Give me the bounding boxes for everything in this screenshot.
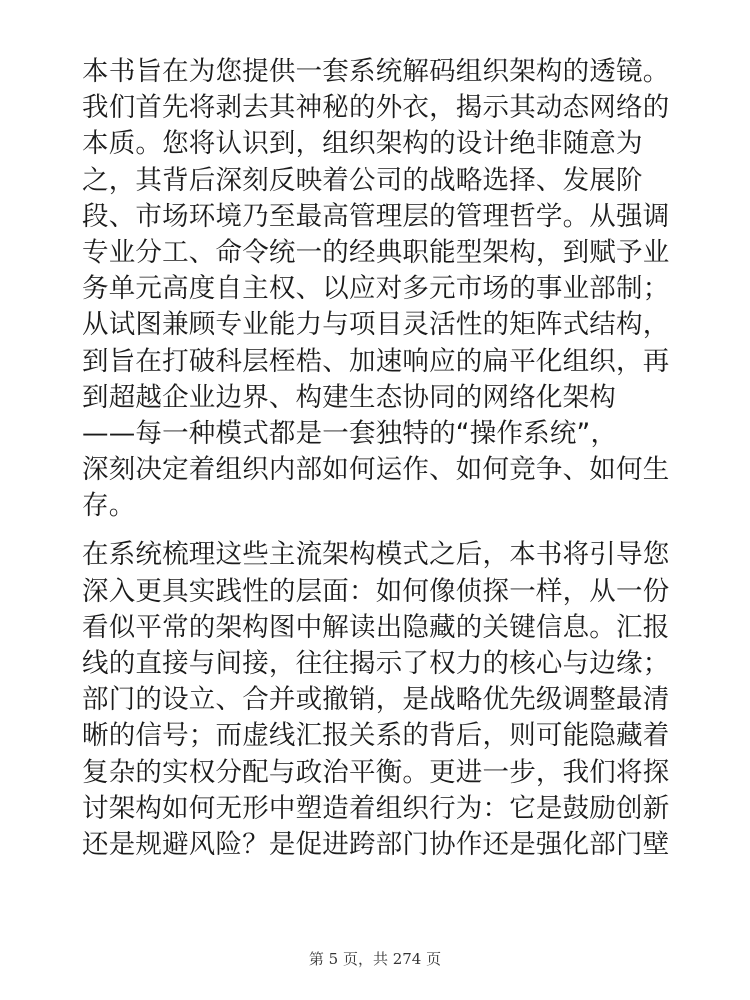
text-line: 本书旨在为您提供一套系统解码组织架构的透镜。 <box>82 56 670 87</box>
text-line: 看似平常的架构图中解读出隐藏的关键信息。汇报 <box>82 611 670 643</box>
paragraph-2 <box>82 537 682 863</box>
paragraph-1 <box>82 54 682 524</box>
text-line: 在系统梳理这些主流架构模式之后，本书将引导您 <box>82 539 670 571</box>
text-line: 我们首先将剥去其神秘的外衣，揭示其动态网络的 <box>82 92 670 124</box>
text-line: 存。 <box>82 490 136 522</box>
text-line: 深刻决定着组织内部如何运作、如何竞争、如何生 <box>82 454 670 486</box>
page-number-footer: 第 5 页，共 274 页 <box>308 950 442 968</box>
text-line: 讨架构如何无形中塑造着组织行为：它是鼓励创新 <box>82 792 670 824</box>
text-line: 还是规避风险？是促进跨部门协作还是强化部门壁 <box>82 828 670 860</box>
text-line: 从试图兼顾专业能力与项目灵活性的矩阵式结构， <box>82 309 670 341</box>
text-line: 到旨在打破科层桎梏、加速响应的扁平化组织，再 <box>82 345 670 377</box>
text-line: 晰的信号；而虚线汇报关系的背后，则可能隐藏着 <box>82 720 670 752</box>
paragraph-spacer <box>82 524 682 537</box>
text-line: ——每一种模式都是一套独特的“操作系统”， <box>82 417 618 449</box>
body-text <box>82 54 682 863</box>
text-line: 到超越企业边界、构建生态协同的网络化架构 <box>82 381 616 413</box>
text-line: 复杂的实权分配与政治平衡。更进一步，我们将探 <box>82 756 670 788</box>
text-line: 线的直接与间接，往往揭示了权力的核心与边缘； <box>82 648 670 679</box>
text-line: 段、市场环境乃至最高管理层的管理哲学。从强调 <box>82 200 670 232</box>
text-line: 部门的设立、合并或撤销，是战略优先级调整最清 <box>82 684 670 716</box>
text-line: 深入更具实践性的层面：如何像侦探一样，从一份 <box>82 575 670 607</box>
text-line: 本质。您将认识到，组织架构的设计绝非随意为 <box>82 128 643 160</box>
text-line: 专业分工、命令统一的经典职能型架构，到赋予业 <box>82 236 670 268</box>
text-line: 务单元高度自主权、以应对多元市场的事业部制； <box>82 273 670 305</box>
text-line: 之，其背后深刻反映着公司的战略选择、发展阶 <box>82 164 643 196</box>
